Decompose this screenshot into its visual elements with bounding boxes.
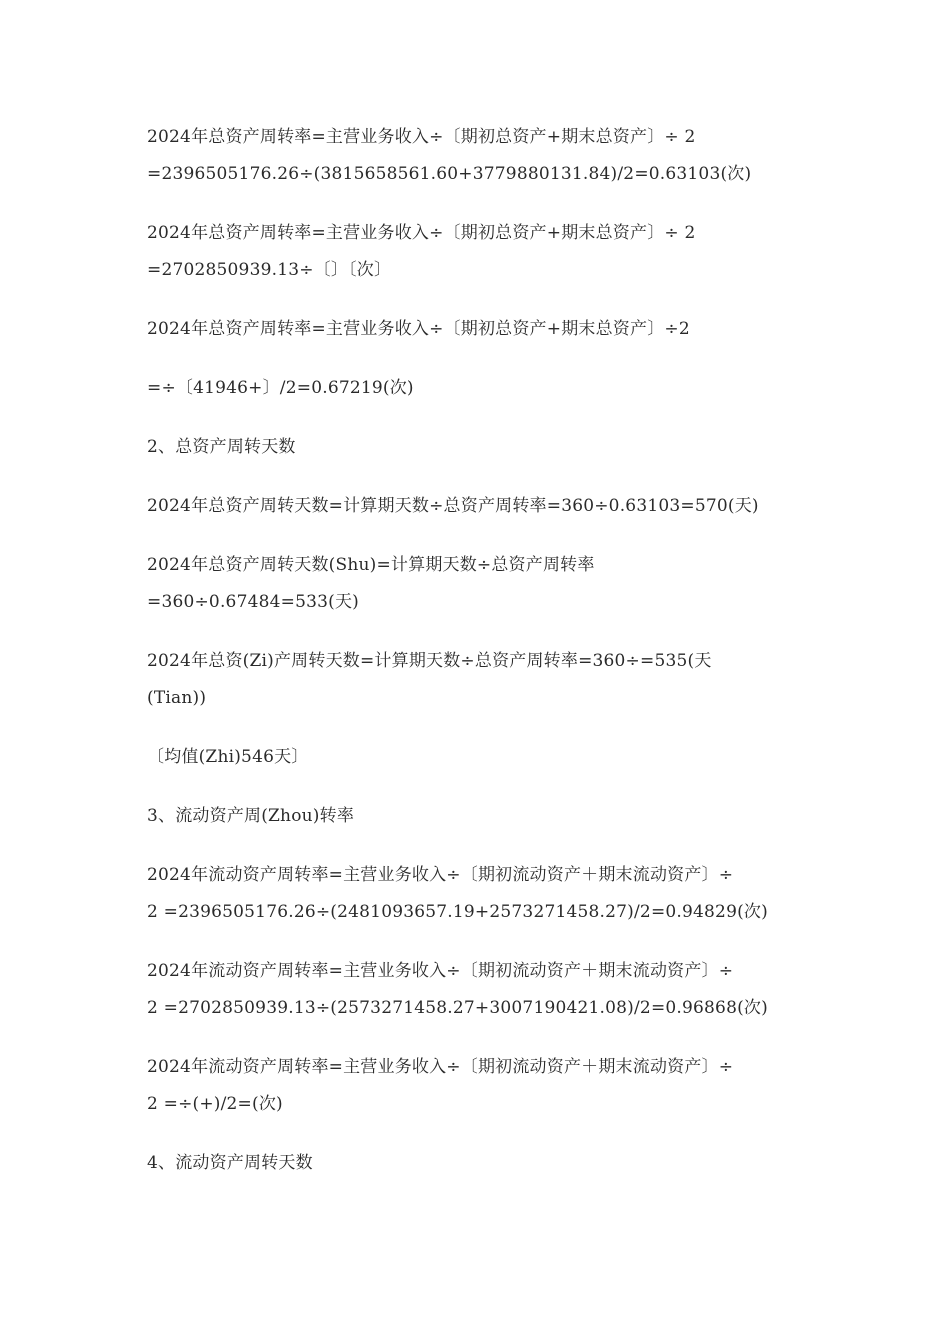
text-line: 2024年总资产周转天数(Shu)=计算期天数÷总资产周转率 <box>147 555 595 575</box>
text-line: 〔均值(Zhi)546天〕 <box>147 747 309 767</box>
text-line: 2024年总资产周转天数=计算期天数÷总资产周转率=360÷0.63103=570(天) <box>147 496 759 516</box>
section-heading: 3、流动资产周(Zhou)转率 <box>147 806 355 826</box>
text-line: 2024年总资(Zi)产周转天数=计算期天数÷总资产周转率=360÷=535(天 <box>147 651 712 671</box>
text-line: 2 =2702850939.13÷(2573271458.27+3007190421.08)/2=0.96868(次) <box>147 998 768 1018</box>
text-line: =2396505176.26÷(3815658561.60+3779880131.84)/2=0.63103(次) <box>147 164 752 184</box>
section-heading: 4、流动资产周转天数 <box>147 1153 313 1173</box>
text-line: 2024年总资产周转率=主营业务收入÷〔期初总资产+期末总资产〕÷2 <box>147 319 690 339</box>
text-line: 2 =2396505176.26÷(2481093657.19+2573271458.27)/2=0.94829(次) <box>147 902 768 922</box>
text-line: (Tian)) <box>147 688 207 708</box>
section-heading: 2、总资产周转天数 <box>147 437 296 457</box>
text-line: 2024年流动资产周转率=主营业务收入÷〔期初流动资产＋期末流动资产〕÷ <box>147 1057 734 1077</box>
text-line: =360÷0.67484=533(天) <box>147 592 359 612</box>
text-line: 2024年总资产周转率=主营业务收入÷〔期初总资产+期末总资产〕÷ 2 <box>147 223 696 243</box>
text-line: =2702850939.13÷〔〕〔次〕 <box>147 260 392 280</box>
text-line: 2024年流动资产周转率=主营业务收入÷〔期初流动资产＋期末流动资产〕÷ <box>147 865 734 885</box>
text-line: 2024年总资产周转率=主营业务收入÷〔期初总资产+期末总资产〕÷ 2 <box>147 127 696 147</box>
text-line: 2 =÷(+)/2=(次) <box>147 1094 283 1114</box>
text-line: 2024年流动资产周转率=主营业务收入÷〔期初流动资产＋期末流动资产〕÷ <box>147 961 734 981</box>
text-line: =÷〔41946+〕/2=0.67219(次) <box>147 378 414 398</box>
